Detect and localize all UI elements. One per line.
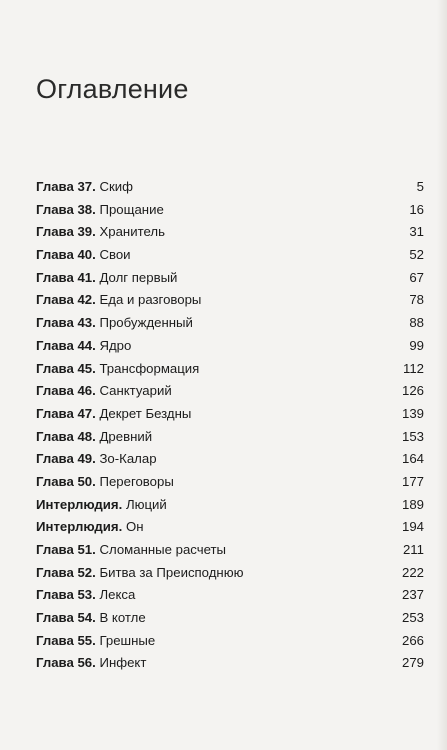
page-title: Оглавление [36,74,189,105]
table-of-contents [36,178,424,677]
toc-entry-prefix: Глава 39. [36,224,96,240]
toc-entry[interactable] [36,564,424,587]
toc-entry-page-number: 153 [401,428,424,444]
toc-entry-title: Люций [125,496,167,512]
toc-entry[interactable] [36,473,424,496]
toc-entry-title: Он [125,519,144,535]
toc-entry-title: Декрет Бездны [99,405,192,421]
toc-entry-page-number: 177 [401,473,424,489]
toc-entry[interactable] [36,518,424,541]
toc-entry-prefix: Глава 56. [36,655,96,671]
toc-entry-page-number: 78 [409,292,424,308]
toc-entry[interactable] [36,291,424,314]
toc-entry-page-number: 99 [409,337,424,353]
toc-entry-title: Битва за Преисподнюю [99,564,244,580]
toc-entry[interactable] [36,223,424,246]
toc-entry[interactable] [36,405,424,428]
toc-entry-title: Грешные [99,632,156,648]
toc-entry-page-number: 237 [401,587,424,603]
toc-entry-title: Свои [99,247,131,263]
toc-entry-page-number: 266 [401,632,424,648]
toc-entry[interactable] [36,382,424,405]
toc-entry[interactable] [36,609,424,632]
toc-entry-page-number: 211 [402,542,424,557]
toc-entry[interactable] [36,450,424,473]
toc-entry-page-number: 16 [409,201,424,217]
toc-entry-prefix: Глава 52. [36,564,96,580]
toc-entry[interactable] [36,654,424,677]
toc-entry-title: Санктуарий [99,383,172,399]
toc-entry-prefix: Глава 42. [36,292,96,308]
toc-entry[interactable] [36,586,424,609]
toc-entry-prefix: Интерлюдия. [36,496,123,512]
toc-entry-prefix: Глава 50. [36,473,96,489]
toc-entry-prefix: Глава 55. [36,632,96,648]
toc-entry[interactable] [36,360,424,383]
toc-entry[interactable] [36,632,424,655]
toc-entry-prefix: Глава 38. [36,201,96,217]
toc-entry-prefix: Глава 44. [36,337,96,353]
toc-entry-page-number: 31 [409,224,424,240]
toc-entry-title: Ядро [99,337,132,353]
toc-entry-prefix: Глава 53. [36,587,96,603]
toc-entry[interactable] [36,269,424,292]
toc-entry-title: Прощание [99,201,164,217]
toc-entry-page-number: 164 [401,451,424,467]
toc-entry-prefix: Глава 47. [36,405,96,421]
toc-entry-page-number: 194 [401,519,424,535]
toc-entry-title: Трансформация [99,360,200,376]
toc-entry-prefix: Глава 46. [36,383,96,399]
toc-entry-title: Древний [99,428,153,444]
toc-entry-prefix: Глава 45. [36,360,96,376]
toc-entry-page-number: 88 [409,315,424,331]
toc-entry[interactable] [36,337,424,360]
toc-entry-page-number: 5 [416,179,424,194]
toc-entry-title: Хранитель [99,224,165,240]
toc-entry-prefix: Глава 41. [36,269,96,285]
toc-entry-title: В котле [99,610,146,626]
toc-entry-title: Инфект [99,655,147,671]
toc-entry-title: Лекса [99,587,136,603]
toc-entry-title: Еда и разговоры [99,292,202,308]
toc-entry-page-number: 52 [409,247,424,263]
toc-entry-prefix: Интерлюдия. [36,519,123,535]
toc-entry-page-number: 222 [401,564,424,580]
toc-entry-prefix: Глава 48. [36,428,96,444]
toc-entry[interactable] [36,201,424,224]
toc-entry-page-number: 279 [401,655,424,671]
toc-entry-page-number: 139 [401,405,424,421]
toc-entry[interactable] [36,178,424,201]
toc-entry[interactable] [36,314,424,337]
toc-entry-page-number: 112 [402,360,424,376]
toc-entry[interactable] [36,541,424,564]
toc-entry-title: Долг первый [99,269,178,285]
page-edge [437,0,447,750]
toc-entry-prefix: Глава 40. [36,247,96,263]
toc-entry[interactable] [36,496,424,519]
toc-entry-prefix: Глава 43. [36,315,96,331]
toc-entry-page-number: 189 [401,496,424,512]
toc-entry-page-number: 253 [401,610,424,626]
toc-entry-prefix: Глава 37. [36,179,96,194]
toc-entry-page-number: 126 [401,383,424,399]
toc-entry-prefix: Глава 51. [36,542,96,557]
toc-entry-page-number: 67 [409,269,424,285]
toc-entry-title: Переговоры [99,473,174,489]
toc-entry[interactable] [36,246,424,269]
toc-entry-title: Пробужденный [99,315,193,331]
toc-entry-prefix: Глава 49. [36,451,96,467]
toc-entry-prefix: Глава 54. [36,610,96,626]
toc-entry-title: Скиф [99,179,133,194]
toc-entry-title: Зо-Калар [99,451,157,467]
toc-entry[interactable] [36,428,424,451]
toc-entry-title: Сломанные расчеты [99,542,227,557]
